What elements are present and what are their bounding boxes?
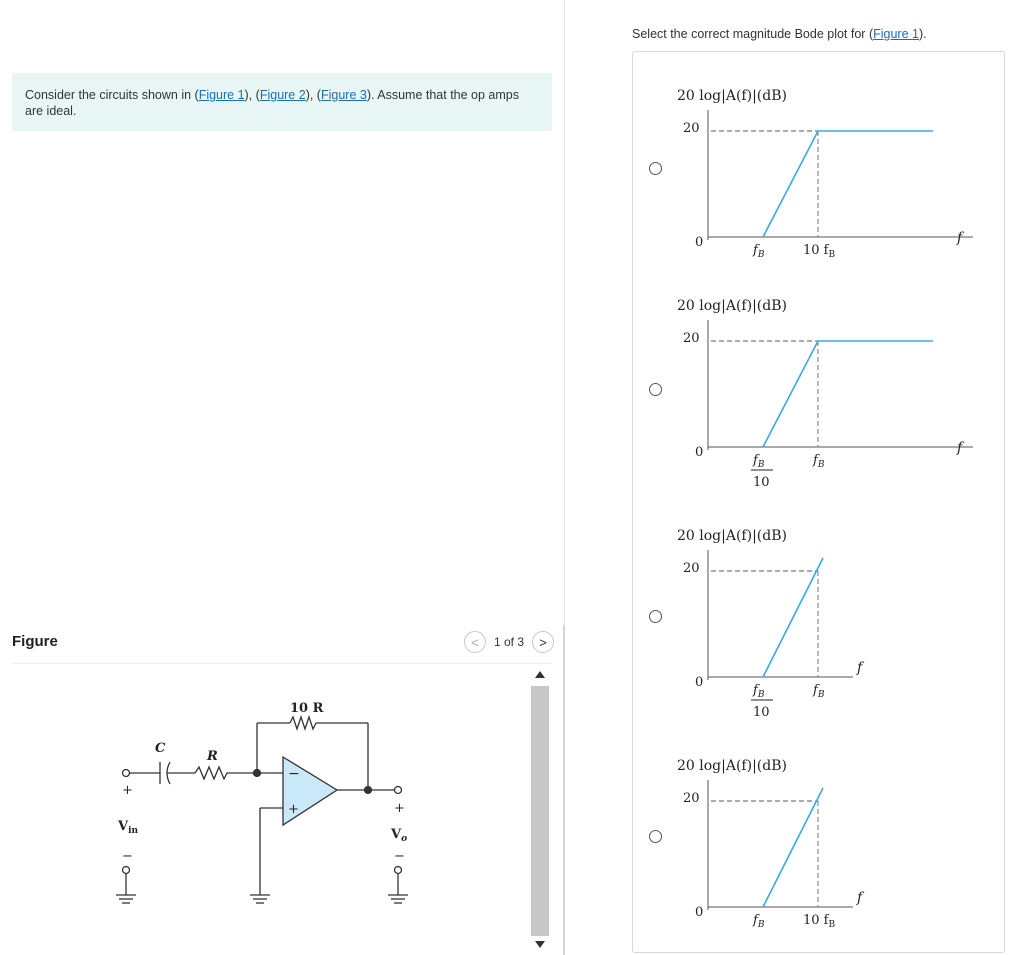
intro-suffix: ). Assume that the op amps are ideal. — [25, 88, 519, 118]
x-axis-f: f — [957, 230, 963, 246]
y-tick-0: 0 — [695, 905, 704, 920]
tick-fb-over-10: $f_B$ — [753, 453, 765, 470]
tick-den: 10 — [753, 705, 770, 720]
option-a-plot — [673, 80, 993, 280]
option-b-radio[interactable] — [649, 383, 662, 396]
circuit-diagram — [100, 690, 430, 920]
output-terminal-bottom — [395, 867, 402, 874]
y-tick-0: 0 — [695, 675, 704, 690]
y-tick-0: 0 — [695, 445, 704, 460]
option-c-plot — [673, 520, 993, 720]
y-axis-label: 20 log|A(f)|(dB) — [677, 298, 787, 314]
option-b-plot — [673, 290, 993, 490]
tick-10fb: 10 $f_B$ — [803, 913, 836, 930]
opamp-minus-sign: − — [288, 766, 300, 782]
question-suffix: ). — [918, 27, 927, 41]
option-c-radio[interactable] — [649, 610, 662, 623]
output-terminal-top — [395, 787, 402, 794]
vin-label: $V_{in}$ — [118, 819, 139, 836]
cap-label: C — [155, 741, 166, 756]
y-axis-label: 20 log|A(f)|(dB) — [677, 758, 787, 774]
tick-fb: $f_B$ — [753, 243, 765, 260]
intro-prefix: Consider the circuits shown in ( — [25, 88, 199, 102]
bode-curve — [763, 558, 823, 677]
x-axis-f: f — [957, 440, 963, 456]
figure-title: Figure — [12, 633, 58, 650]
output-plus-sign: + — [394, 801, 405, 816]
option-d-plot — [673, 750, 993, 950]
pager-count: 1 of 3 — [493, 635, 524, 649]
tick-10fb: 10 $f_B$ — [803, 243, 836, 260]
scroll-up-arrow-icon[interactable] — [535, 671, 545, 678]
figure-panel-edge — [563, 625, 565, 955]
y-tick-0: 0 — [695, 235, 704, 250]
input-minus-sign: − — [122, 849, 133, 864]
figure-1-link[interactable]: Figure 1 — [198, 88, 245, 102]
figure-2-link[interactable]: Figure 2 — [259, 88, 306, 102]
y-tick-20: 20 — [683, 791, 700, 806]
y-axis-label: 20 log|A(f)|(dB) — [677, 528, 787, 544]
problem-statement — [12, 73, 552, 131]
resistor-label: R — [207, 749, 218, 764]
figure-header — [12, 630, 552, 660]
bode-curve — [763, 788, 823, 907]
input-terminal-top — [123, 770, 130, 777]
y-tick-20: 20 — [683, 331, 700, 346]
bode-curve — [763, 341, 933, 447]
y-tick-20: 20 — [683, 561, 700, 576]
tick-fb-over-10: $f_B$ — [753, 683, 765, 700]
tick-fb: $f_B$ — [753, 913, 765, 930]
tick-fb: $f_B$ — [813, 453, 825, 470]
input-terminal-bottom — [123, 867, 130, 874]
question-prefix: Select the correct magnitude Bode plot for ( — [632, 27, 874, 41]
opamp-plus-sign: + — [288, 802, 299, 817]
option-d-radio[interactable] — [649, 830, 662, 843]
scroll-down-arrow-icon[interactable] — [535, 941, 545, 948]
x-axis-f: f — [857, 890, 863, 906]
tick-fb: $f_B$ — [813, 683, 825, 700]
figure-pager — [464, 631, 554, 653]
question-figure-link[interactable]: Figure 1 — [873, 27, 919, 41]
figure-divider — [12, 663, 552, 664]
y-tick-20: 20 — [683, 121, 700, 136]
figure-scrollbar[interactable] — [530, 668, 550, 953]
bode-curve — [763, 131, 933, 237]
y-axis-label: 20 log|A(f)|(dB) — [677, 88, 787, 104]
vo-label: $V_o$ — [391, 827, 408, 844]
next-figure-button[interactable]: > — [532, 631, 554, 653]
figure-3-link[interactable]: Figure 3 — [320, 88, 367, 102]
answer-options — [632, 51, 1005, 953]
prev-figure-button[interactable]: < — [464, 631, 486, 653]
option-a-radio[interactable] — [649, 162, 662, 175]
x-axis-f: f — [857, 660, 863, 676]
intro-sep-2: ), ( — [305, 88, 321, 102]
question-prompt — [632, 27, 927, 41]
output-minus-sign: − — [394, 849, 405, 864]
tick-den: 10 — [753, 475, 770, 490]
scroll-thumb[interactable] — [531, 686, 549, 936]
intro-sep-1: ), ( — [244, 88, 260, 102]
input-plus-sign: + — [122, 783, 133, 798]
feedback-resistor-label: 10 R — [290, 701, 324, 716]
